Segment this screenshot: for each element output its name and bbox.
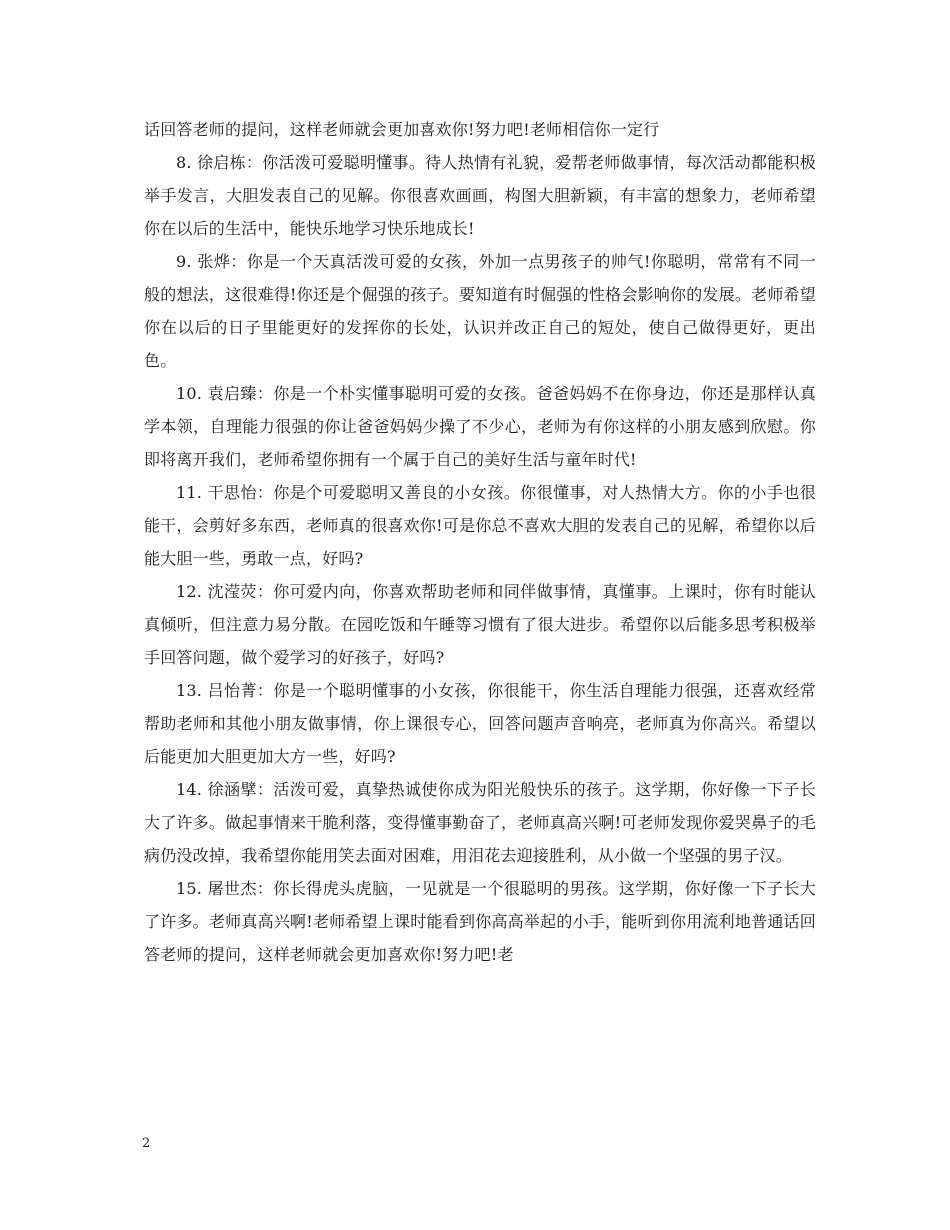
paragraph-6: 13. 吕怡菁：你是一个聪明懂事的小女孩，你很能干，你生活自理能力很强，还喜欢经常帮助老师和其他小朋友做事情，你上课很专心，回答问题声音响亮，老师真为你高兴。希望以后能更加大胆更加大方一些，好吗?: [144, 681, 816, 766]
paragraph-2: 9. 张烨：你是一个天真活泼可爱的女孩，外加一点男孩子的帅气!你聪明，常常有不同一般的想法，这很难得!你还是个倔强的孩子。要知道有时倔强的性格会影响你的发展。老师希望你在以后的日子里能更好的发挥你的长处，认识并改正自己的短处，使自己做得更好，更出色。: [144, 252, 816, 370]
paragraph-5: 12. 沈滢荧：你可爱内向，你喜欢帮助老师和同伴做事情，真懂事。上课时，你有时能认真倾听，但注意力易分散。在园吃饭和午睡等习惯有了很大进步。希望你以后能多思考积极举手回答问题，做个爱学习的好孩子，好吗?: [144, 582, 816, 667]
paragraph-3: 10. 袁启臻：你是一个朴实懂事聪明可爱的女孩。爸爸妈妈不在你身边，你还是那样认真学本领，自理能力很强的你让爸爸妈妈少操了不少心，老师为有你这样的小朋友感到欣慰。你即将离开我们，老师希望你拥有一个属于自己的美好生活与童年时代!: [144, 384, 816, 469]
paragraph-0: 话回答老师的提问，这样老师就会更加喜欢你!努力吧!老师相信你一定行: [144, 120, 660, 139]
page-number: 2: [142, 1136, 151, 1151]
paragraph-8: 15. 屠世杰：你长得虎头虎脑，一见就是一个很聪明的男孩。这学期，你好像一下子长大了许多。老师真高兴啊!老师希望上课时能看到你高高举起的小手，能听到你用流利地普通话回答老师的提问，这样老师就会更加喜欢你!努力吧!老: [144, 879, 816, 964]
paragraph-7: 14. 徐涵擘：活泼可爱，真挚热诚使你成为阳光般快乐的孩子。这学期，你好像一下子长大了许多。做起事情来干脆利落，变得懂事勤奋了，老师真高兴啊!可老师发现你爱哭鼻子的毛病仍没改掉，我希望你能用笑去面对困难，用泪花去迎接胜利，从小做一个坚强的男子汉。: [144, 780, 816, 865]
paragraph-4: 11. 干思怡：你是个可爱聪明又善良的小女孩。你很懂事，对人热情大方。你的小手也很能干，会剪好多东西，老师真的很喜欢你!可是你总不喜欢大胆的发表自己的见解，希望你以后能大胆一些，勇敢一点，好吗?: [144, 483, 816, 568]
body-text: [144, 113, 816, 971]
paragraph-1: 8. 徐启栋：你活泼可爱聪明懂事。待人热情有礼貌，爱帮老师做事情，每次活动都能积极举手发言，大胆发表自己的见解。你很喜欢画画，构图大胆新颖，有丰富的想象力，老师希望你在以后的生活中，能快乐地学习快乐地成长!: [144, 153, 816, 238]
